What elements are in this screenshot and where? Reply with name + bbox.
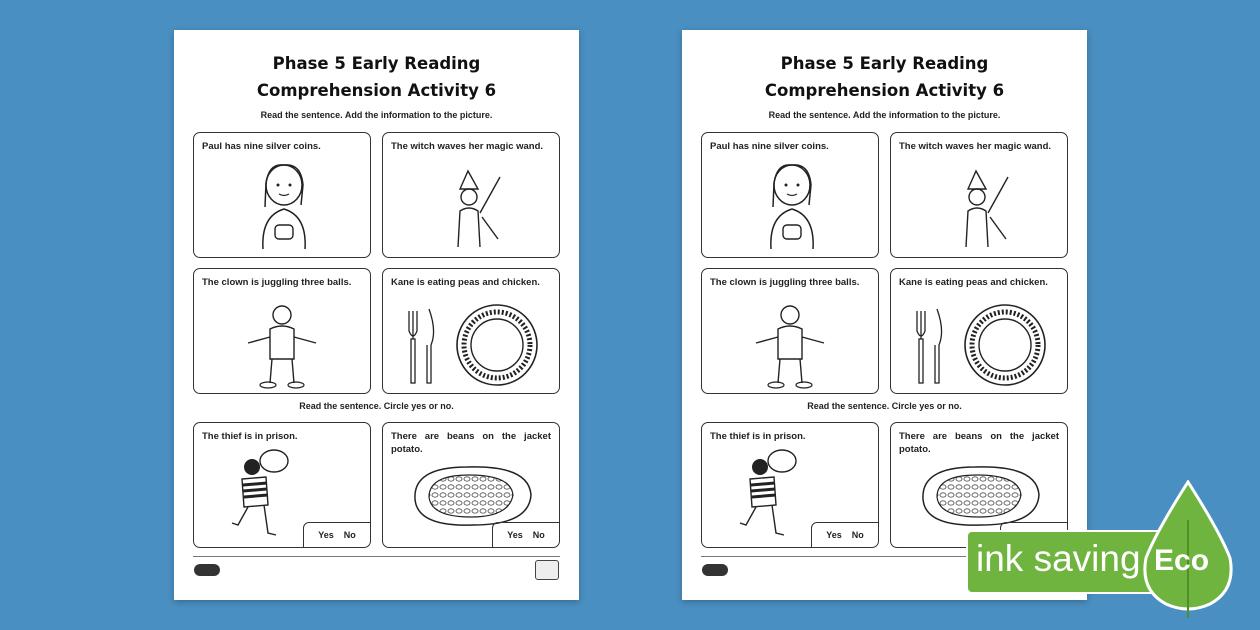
title-line-2: Comprehension Activity 6	[764, 81, 1005, 100]
yes-no-box-1	[811, 522, 879, 548]
sentence-5: The thief is in prison.	[710, 431, 806, 442]
title-line-1: Phase 5 Early Reading	[780, 54, 989, 73]
scheme-badge-icon	[535, 560, 559, 580]
instruction-2: Read the sentence. Circle yes or no.	[299, 401, 454, 411]
publisher-logo	[702, 564, 728, 576]
witch-illustration	[438, 169, 518, 253]
instruction-1: Read the sentence. Add the information to the picture.	[260, 110, 493, 120]
sentence-1: Paul has nine silver coins.	[710, 141, 829, 152]
ink-saving-text: ink saving	[976, 538, 1141, 579]
footer-divider	[193, 556, 560, 557]
sentence-1: Paul has nine silver coins.	[202, 141, 321, 152]
thief-illustration	[736, 447, 806, 543]
question-box-4	[890, 268, 1068, 394]
girl-illustration	[757, 161, 827, 253]
clown-illustration	[750, 303, 830, 389]
worksheet-title	[174, 50, 579, 104]
question-box-4	[382, 268, 560, 394]
sentence-2: The witch waves her magic wand.	[899, 141, 1052, 152]
question-box-2	[890, 132, 1068, 258]
question-box-1	[701, 132, 879, 258]
yes-no-box-1	[303, 522, 371, 548]
plate-illustration	[405, 301, 555, 389]
sentence-4: Kane is eating peas and chicken.	[899, 277, 1048, 288]
clown-illustration	[242, 303, 322, 389]
question-box-3	[701, 268, 879, 394]
worksheet-title	[682, 50, 1087, 104]
sentence-3: The clown is juggling three balls.	[710, 277, 860, 288]
girl-illustration	[249, 161, 319, 253]
sentence-4: Kane is eating peas and chicken.	[391, 277, 540, 288]
worksheet-preview-color	[174, 30, 579, 600]
sentence-2: The witch waves her magic wand.	[391, 141, 544, 152]
sentence-6: There are beans on the jacket potato.	[899, 431, 1059, 455]
no-option[interactable]: No	[343, 530, 356, 540]
question-box-3	[193, 268, 371, 394]
yes-option[interactable]: Yes	[826, 530, 842, 540]
question-box-2	[382, 132, 560, 258]
eco-label: Eco	[1154, 544, 1210, 577]
question-box-5	[193, 422, 371, 548]
title-line-1: Phase 5 Early Reading	[272, 54, 481, 73]
no-option[interactable]: No	[532, 530, 545, 540]
plate-illustration	[913, 301, 1063, 389]
yes-option[interactable]: Yes	[507, 530, 523, 540]
sentence-5: The thief is in prison.	[202, 431, 298, 442]
question-box-1	[193, 132, 371, 258]
question-box-5	[701, 422, 879, 548]
potato-illustration	[407, 459, 537, 529]
thief-illustration	[228, 447, 298, 543]
no-option[interactable]: No	[851, 530, 864, 540]
question-box-6	[382, 422, 560, 548]
sentence-6: There are beans on the jacket potato.	[391, 431, 551, 455]
publisher-logo	[194, 564, 220, 576]
witch-illustration	[946, 169, 1026, 253]
instruction-2: Read the sentence. Circle yes or no.	[807, 401, 962, 411]
yes-no-box-2	[492, 522, 560, 548]
sentence-3: The clown is juggling three balls.	[202, 277, 352, 288]
yes-option[interactable]: Yes	[318, 530, 334, 540]
instruction-1: Read the sentence. Add the information to the picture.	[768, 110, 1001, 120]
ink-saving-eco-badge	[966, 480, 1256, 620]
title-line-2: Comprehension Activity 6	[256, 81, 497, 100]
